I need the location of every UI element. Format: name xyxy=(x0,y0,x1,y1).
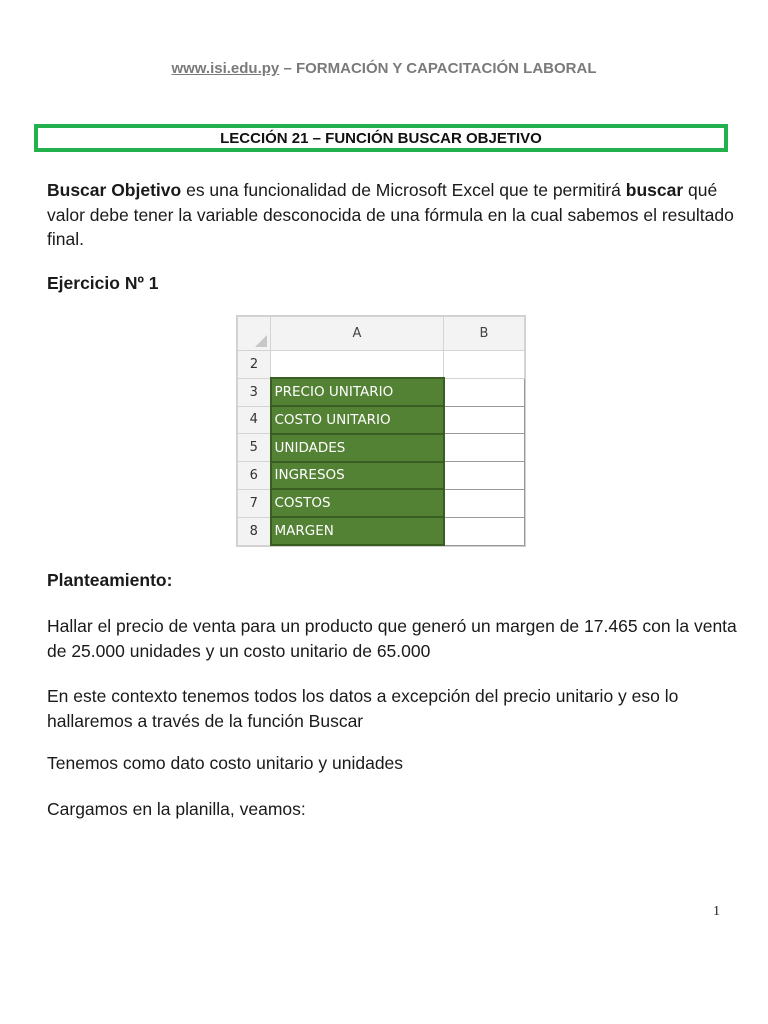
spreadsheet-image xyxy=(236,315,526,547)
paragraph-load: Cargamos en la planilla, veamos: xyxy=(47,799,306,819)
sheet-row xyxy=(238,434,525,462)
row-number: 7 xyxy=(238,489,271,517)
intro-text-1: es una funcionalidad de Microsoft Excel que te permitirá xyxy=(181,180,626,200)
paragraph-problem: Hallar el precio de venta para un producto que generó un margen de 17.465 con la venta de 25.000 unidades y un costo unitario de 65.000 xyxy=(47,616,737,661)
sheet-row xyxy=(238,406,525,434)
header-text: – FORMACIÓN Y CAPACITACIÓN LABORAL xyxy=(279,60,597,77)
cell-a: INGRESOS xyxy=(271,462,444,490)
page-header xyxy=(0,60,768,77)
sheet-row xyxy=(238,350,525,378)
sheet-row xyxy=(238,378,525,406)
row-number: 4 xyxy=(238,406,271,434)
cell-b xyxy=(444,350,525,378)
row-number: 3 xyxy=(238,378,271,406)
row-number: 8 xyxy=(238,517,271,545)
sheet-row xyxy=(238,517,525,545)
intro-bold-term: Buscar Objetivo xyxy=(47,180,182,200)
paragraph-data: Tenemos como dato costo unitario y unidades xyxy=(47,753,404,773)
select-all-corner xyxy=(238,317,271,351)
cell-a: PRECIO UNITARIO xyxy=(271,378,444,406)
website-link[interactable]: www.isi.edu.py xyxy=(171,60,280,77)
cell-a: MARGEN xyxy=(271,517,444,545)
sheet-row xyxy=(238,489,525,517)
cell-b xyxy=(444,489,525,517)
intro-text-2: qué valor debe tener la variable desconocida de una fórmula en la cual sabemos el resultado final. xyxy=(47,180,734,249)
paragraph-context: En este contexto tenemos todos los datos a excepción del precio unitario y eso lo hallaremos a través de la función Buscar xyxy=(47,686,679,731)
corner-triangle-icon xyxy=(255,335,267,347)
cell-a: COSTOS xyxy=(271,489,444,517)
cell-b xyxy=(444,378,525,406)
cell-a: COSTO UNITARIO xyxy=(271,406,444,434)
planteamiento-heading: Planteamiento: xyxy=(47,570,173,590)
sheet-row xyxy=(238,462,525,490)
cell-b xyxy=(444,406,525,434)
cell-b xyxy=(444,434,525,462)
column-header-a: A xyxy=(271,317,444,351)
intro-paragraph xyxy=(47,178,737,252)
intro-bold-buscar: buscar xyxy=(625,180,684,200)
exercise-heading: Ejercicio Nº 1 xyxy=(47,273,159,293)
row-number: 6 xyxy=(238,462,271,490)
page-number: 1 xyxy=(713,904,720,919)
cell-a: UNIDADES xyxy=(271,434,444,462)
lesson-title: LECCIÓN 21 – FUNCIÓN BUSCAR OBJETIVO xyxy=(220,129,542,147)
row-number: 2 xyxy=(238,350,271,378)
cell-b xyxy=(444,462,525,490)
cell-b xyxy=(444,517,525,545)
cell-a xyxy=(271,350,444,378)
column-header-b: B xyxy=(444,317,525,351)
row-number: 5 xyxy=(238,434,271,462)
lesson-title-box xyxy=(34,124,728,152)
